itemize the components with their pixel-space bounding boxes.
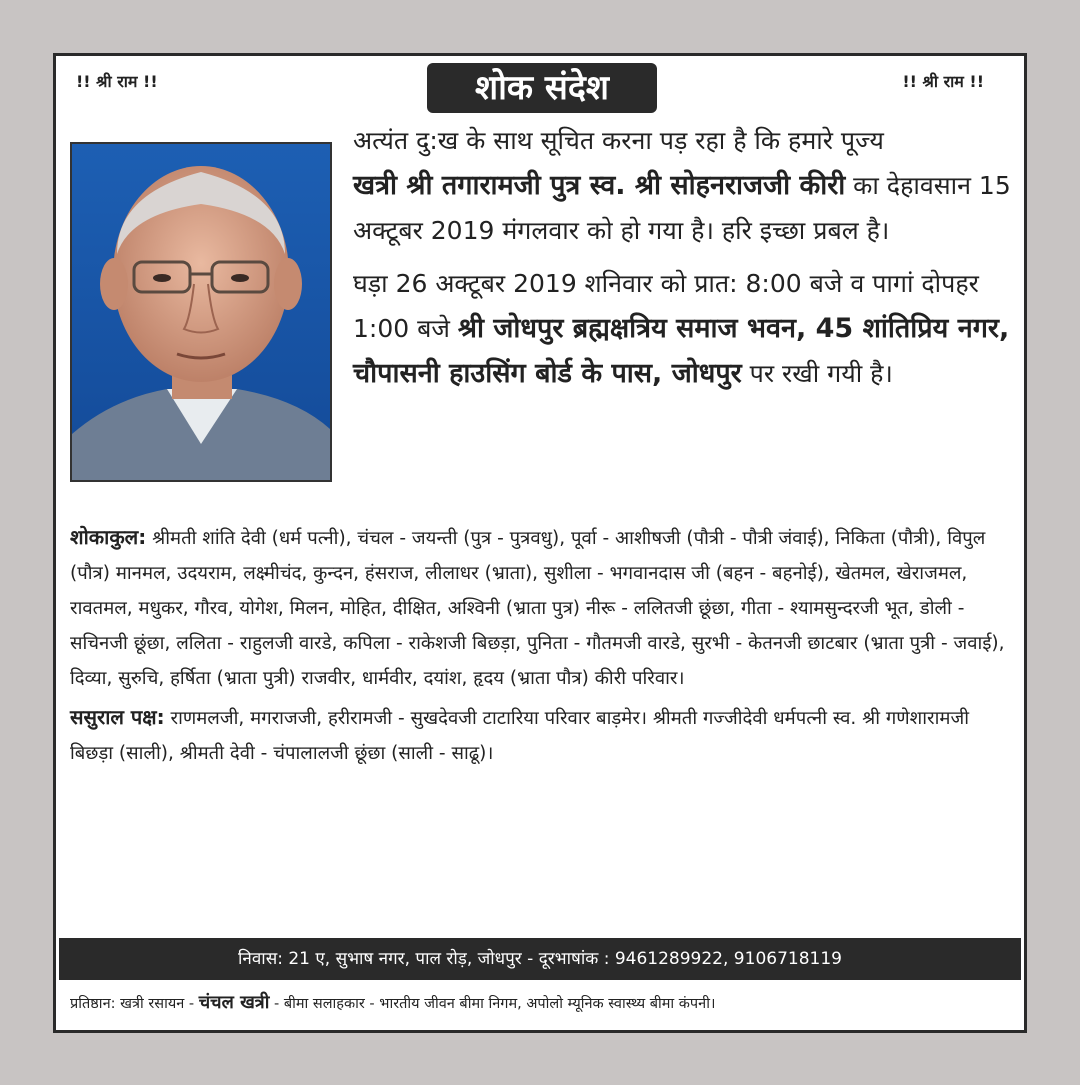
- family-section: [70, 520, 1016, 775]
- venue-name: श्री जोधपुर ब्रह्मक्षत्रिय समाज भवन, 45 शांतिप्रिय नगर, चौपासनी हाउसिंग बोर्ड के पास, जोधपुर: [353, 313, 1010, 389]
- residence-address: निवास: 21 ए, सुभाष नगर, पाल रोड़, जोधपुर - दूरभाषांक : 9461289922, 9106718119: [59, 938, 1021, 980]
- announcement-paragraph-1: [353, 118, 1021, 253]
- obituary-card: [53, 53, 1027, 1033]
- page-title: शोक संदेश: [427, 63, 657, 113]
- in-laws-list: राणमलजी, मगराजजी, हरीरामजी - सुखदेवजी टाटारिया परिवार बाड़मेर। श्रीमती गज्जीदेवी धर्मपत्नी स्व. श्री गणेशारामजी बिछड़ा (साली), श्रीमती देवी - चंपालालजी छूंछा (साली - साढू)।: [70, 708, 969, 764]
- invocation-left: !! श्री राम !!: [76, 72, 158, 91]
- mourners-paragraph: [70, 520, 1016, 696]
- in-laws-paragraph: [70, 700, 1016, 771]
- portrait-image: [72, 144, 330, 480]
- invocation-right: !! श्री राम !!: [902, 72, 984, 91]
- demise-details: का देहावसान 15 अक्टूबर 2019 मंगलवार को हो गया है। हरि इच्छा प्रबल है।: [353, 171, 1011, 245]
- mourners-list: श्रीमती शांति देवी (धर्म पत्नी), चंचल - जयन्ती (पुत्र - पुत्रवधु), पूर्वा - आशीषजी (पौत्री - पौत्री जंवाई), निकिता (पौत्री), विपुल (पौत्र) मानमल, उदयराम, लक्ष्मीचंद, कुन्दन, हंसराज, लीलाधर (भ्राता), सुशीला - भगवानदास जी (बहन - बहनोई), खेतमल, खेराजमल, रावतमल, मधुकर, गौरव, योगेश, मिलन, मोहित, दीक्षित, अश्विनी (भ्राता पुत्र) नीरू - ललितजी छूंछा, गीता - श्यामसुन्दरजी भूत, डोली - सचिनजी छूंछा, ललिता - राहुलजी वारडे, कपिला - राकेशजी बिछड़ा, पुनिता - गौतमजी वारडे, सुरभी - केतनजी छाटबार (भ्राता पुत्री - जवाई), दिव्या, सुरुचि, हर्षिता (भ्राता पुत्री) राजवीर, धार्मवीर, दयांश, हृदय (भ्राता पौत्र) कीरी परिवार।: [70, 528, 1005, 689]
- establishment-prefix: प्रतिष्ठान: खत्री रसायन -: [70, 996, 199, 1012]
- establishment-line: [70, 988, 1016, 1019]
- announcement: [353, 118, 1021, 404]
- announcement-line1: अत्यंत दु:ख के साथ सूचित करना पड़ रहा है कि हमारे पूज्य: [353, 126, 884, 155]
- deceased-name: खत्री श्री तगारामजी पुत्र स्व. श्री सोहनराजजी कीरी: [353, 170, 846, 201]
- in-laws-label: ससुराल पक्ष:: [70, 705, 165, 729]
- establishment-suffix: - बीमा सलाहकार - भारतीय जीवन बीमा निगम, अपोलो म्यूनिक स्वास्थ्य बीमा कंपनी।: [269, 996, 716, 1012]
- program-details: घड़ा 26 अक्टूबर 2019 शनिवार को प्रात: 8:00 बजे व पागां दोपहर 1:00 बजे: [353, 269, 979, 343]
- mourners-label: शोकाकुल:: [70, 525, 147, 549]
- portrait-photo: [70, 142, 332, 482]
- establishment-name: चंचल खत्री: [198, 992, 270, 1013]
- announcement-paragraph-2: [353, 261, 1021, 396]
- venue-suffix: पर रखी गयी है।: [741, 359, 893, 388]
